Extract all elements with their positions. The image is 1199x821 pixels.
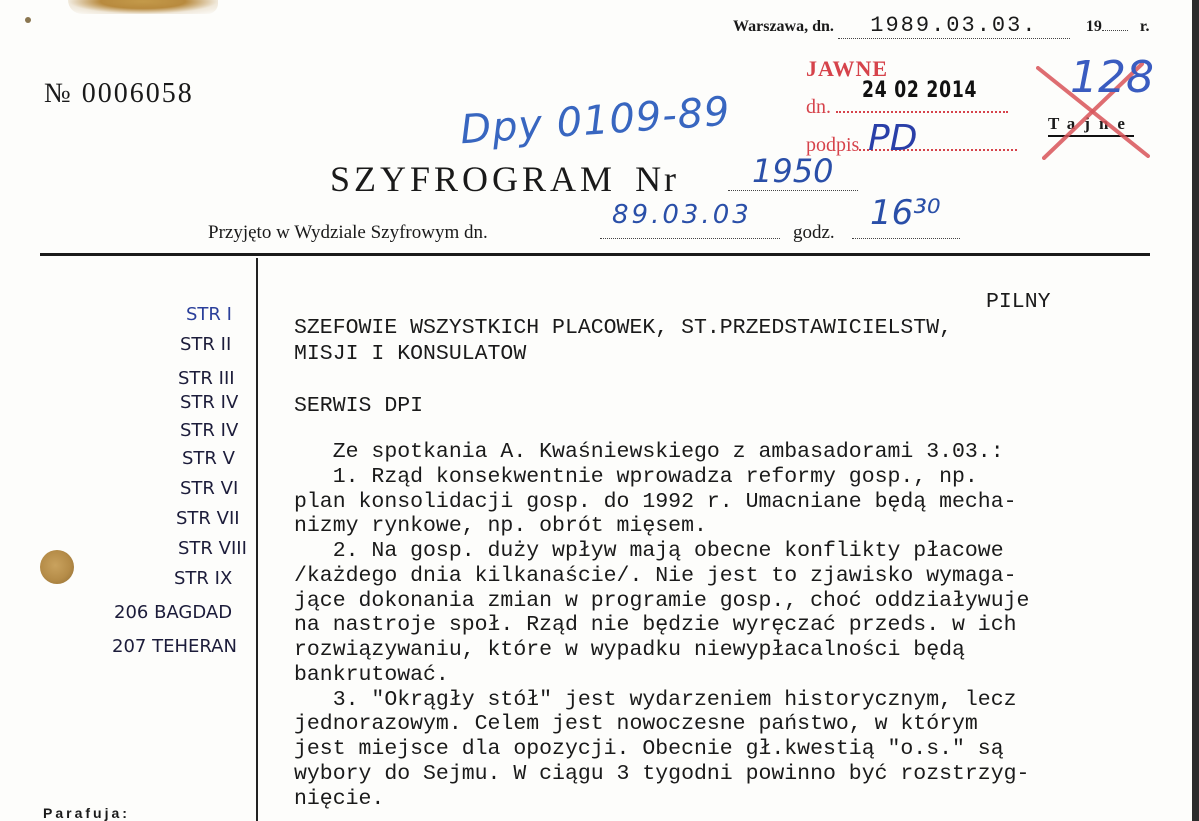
body-line: nięcie. (294, 787, 385, 811)
stamp-date: 24 02 2014 (862, 78, 978, 103)
parafuja-label: Parafuja: (43, 805, 130, 821)
priority-label: PILNY (986, 290, 1051, 314)
stamp-podpis-label: podpis (806, 134, 860, 156)
body-line: Ze spotkania A. Kwaśniewskiego z ambasadorami 3.03.: (294, 440, 1004, 464)
margin-note: 207 TEHERAN (112, 636, 237, 657)
body-line: na nastroje społ. Rząd nie będzie wyręczać przeds. w ich (294, 613, 1017, 637)
margin-note: STR V (182, 448, 235, 469)
body-line: 2. Na gosp. duży wpływ mają obecne konflikty płacowe (294, 539, 1004, 563)
body-line: 3. "Okrągły stół" jest wydarzeniem historycznym, lecz (294, 688, 1017, 712)
body-line: plan konsolidacji gosp. do 1992 r. Umacniane będą mecha- (294, 490, 1017, 514)
body-line: jące dokonania zmian w programie gosp., choć oddziaływuje (294, 589, 1030, 613)
handwritten-time: 16³⁰ (870, 193, 941, 233)
typed-date: 1989.03.03. (870, 13, 1038, 38)
stamp-dn-label: dn. (806, 96, 831, 118)
paper-speck (25, 17, 31, 23)
body-line: nizmy rynkowe, np. obrót mięsem. (294, 514, 707, 538)
stamp-jawne: JAWNE (806, 56, 889, 81)
body-line: jest miejsce dla opozycji. Obecnie gł.kwestią "o.s." są (294, 737, 1004, 761)
year-suffix: r. (1139, 18, 1150, 35)
margin-note: 206 BAGDAD (114, 602, 233, 623)
document-title (330, 158, 679, 200)
body-line: SERWIS DPI (294, 394, 424, 418)
title-text: SZYFROGRAM (330, 159, 617, 199)
stamp-signature: PD (868, 118, 918, 159)
year-prefix: 19 (1085, 18, 1102, 35)
scan-edge-strip (1192, 0, 1199, 821)
handwritten-cipher-number: 1950 (752, 152, 834, 190)
header-divider (40, 253, 1150, 256)
body-line: SZEFOWIE WSZYSTKICH PLACOWEK, ST.PRZEDSTAWICIELSTW, (294, 316, 953, 340)
paper-stain (68, 0, 218, 14)
margin-note: STR IX (174, 568, 233, 589)
margin-note: STR II (180, 334, 232, 355)
margin-note: STR IV (180, 392, 239, 413)
received-date-dotted-line (600, 238, 780, 239)
margin-divider (256, 258, 258, 821)
body-line: rozwiązywaniu, które w wypadku niewypłacalności będą (294, 638, 965, 662)
title-nr-label: Nr (635, 159, 680, 199)
handwritten-number: 128 (1070, 52, 1154, 103)
stamp-dn-line (806, 96, 1008, 119)
received-label: Przyjęto w Wydziale Szyfrowym dn. (208, 222, 488, 243)
margin-note: STR IV (180, 420, 239, 441)
margin-note: STR III (178, 368, 235, 389)
body-line: /każdego dnia kilkanaście/. Nie jest to zjawisko wymaga- (294, 564, 1017, 588)
punch-hole (40, 550, 74, 584)
place-label: Warszawa, dn. (733, 18, 834, 35)
margin-note: STR I (186, 304, 232, 325)
handwritten-received-date: 89.03.03 (612, 200, 752, 230)
body-line: jednorazowym. Celem jest nowoczesne państwo, w którym (294, 712, 978, 736)
place-date-line (733, 13, 1150, 39)
margin-note: STR VI (180, 478, 239, 499)
time-dotted-line (852, 238, 960, 239)
classification-label: Tajne (1048, 114, 1134, 137)
margin-note: STR VII (176, 508, 240, 529)
body-line: MISJI I KONSULATOW (294, 342, 527, 366)
document-number: № 0006058 (44, 78, 194, 109)
body-line: wybory do Sejmu. W ciągu 3 tygodni powinno być rozstrzyg- (294, 762, 1030, 786)
body-line: 1. Rząd konsekwentnie wprowadza reformy gosp., np. (294, 465, 978, 489)
handwritten-reference: Dpy 0109-89 (458, 88, 732, 154)
body-line: bankrutować. (294, 663, 449, 687)
time-label: godz. (793, 222, 835, 243)
nr-dotted-line (728, 190, 858, 191)
margin-note: STR VIII (178, 538, 247, 559)
